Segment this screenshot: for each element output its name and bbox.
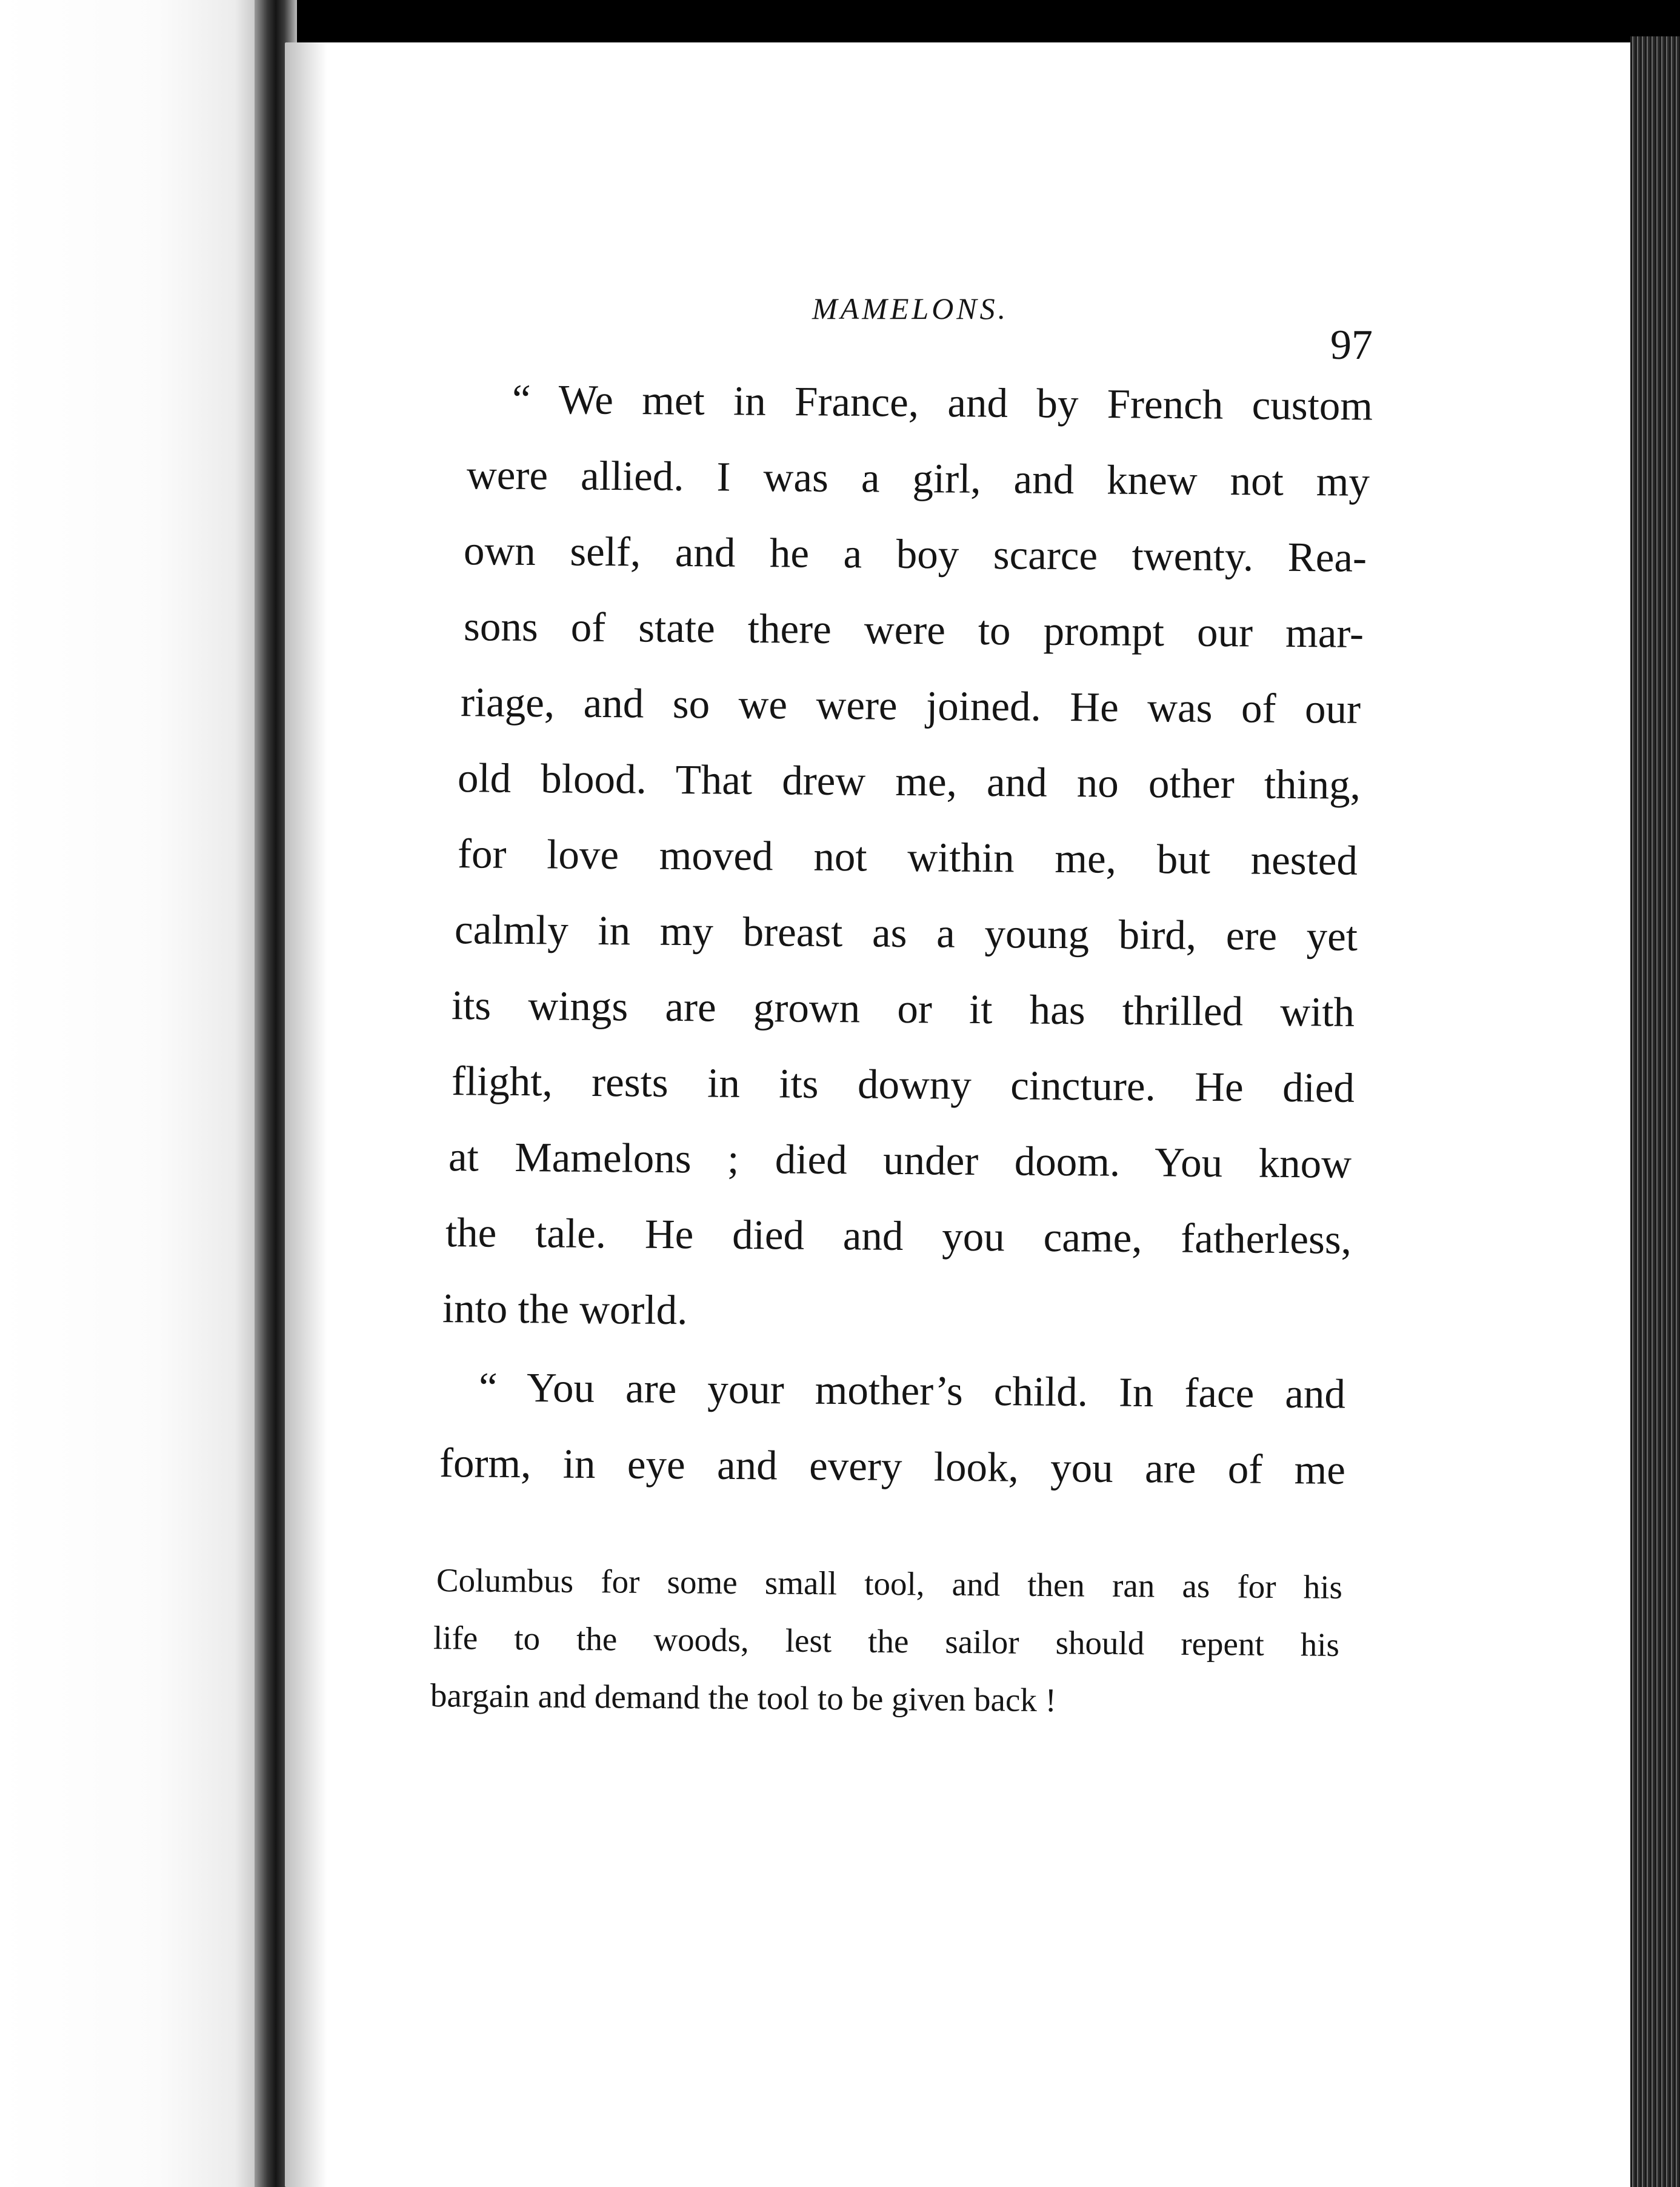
footnote-line: life to the woods, lest the sailor should repent his — [433, 1619, 1340, 1663]
body-line: calmly in my breast as a young bird, ere yet — [454, 906, 1358, 960]
body-line: its wings are grown or it has thrilled with — [451, 982, 1355, 1035]
body-line: sons of state there were to prompt our mar- — [463, 603, 1364, 656]
body-line: were allied. I was a girl, and knew not my — [466, 452, 1370, 505]
running-head: MAMELONS. — [812, 292, 1009, 326]
body-line: flight, rests in its downy cincture. He died — [451, 1058, 1355, 1111]
body-line: for love moved not within me, but nested — [457, 830, 1358, 884]
body-line: at Mamelons ; died under doom. You know — [448, 1134, 1352, 1187]
body-line: own self, and he a boy scarce twenty. Rea- — [463, 527, 1367, 581]
footnote-line: Columbus for some small tool, and then ran as for his — [436, 1561, 1343, 1606]
page-edges — [1630, 36, 1680, 2187]
right-page — [285, 42, 1661, 2187]
page-number: 97 — [1330, 322, 1373, 369]
body-line: form, in eye and every look, you are of me — [439, 1440, 1346, 1493]
body-line: riage, and so we were joined. He was of our — [460, 679, 1361, 732]
footnote-line: bargain and demand the tool to be given back ! — [430, 1677, 1057, 1719]
body-line: old blood. That drew me, and no other thing, — [457, 755, 1361, 808]
body-line: “ We met in France, and by French custom — [512, 376, 1373, 429]
body-line: the tale. He died and you came, fatherless, — [445, 1209, 1352, 1263]
body-line: “ You are your mother’s child. In face and — [478, 1364, 1346, 1417]
body-line: into the world. — [442, 1285, 688, 1334]
left-page-blank — [0, 0, 267, 2187]
